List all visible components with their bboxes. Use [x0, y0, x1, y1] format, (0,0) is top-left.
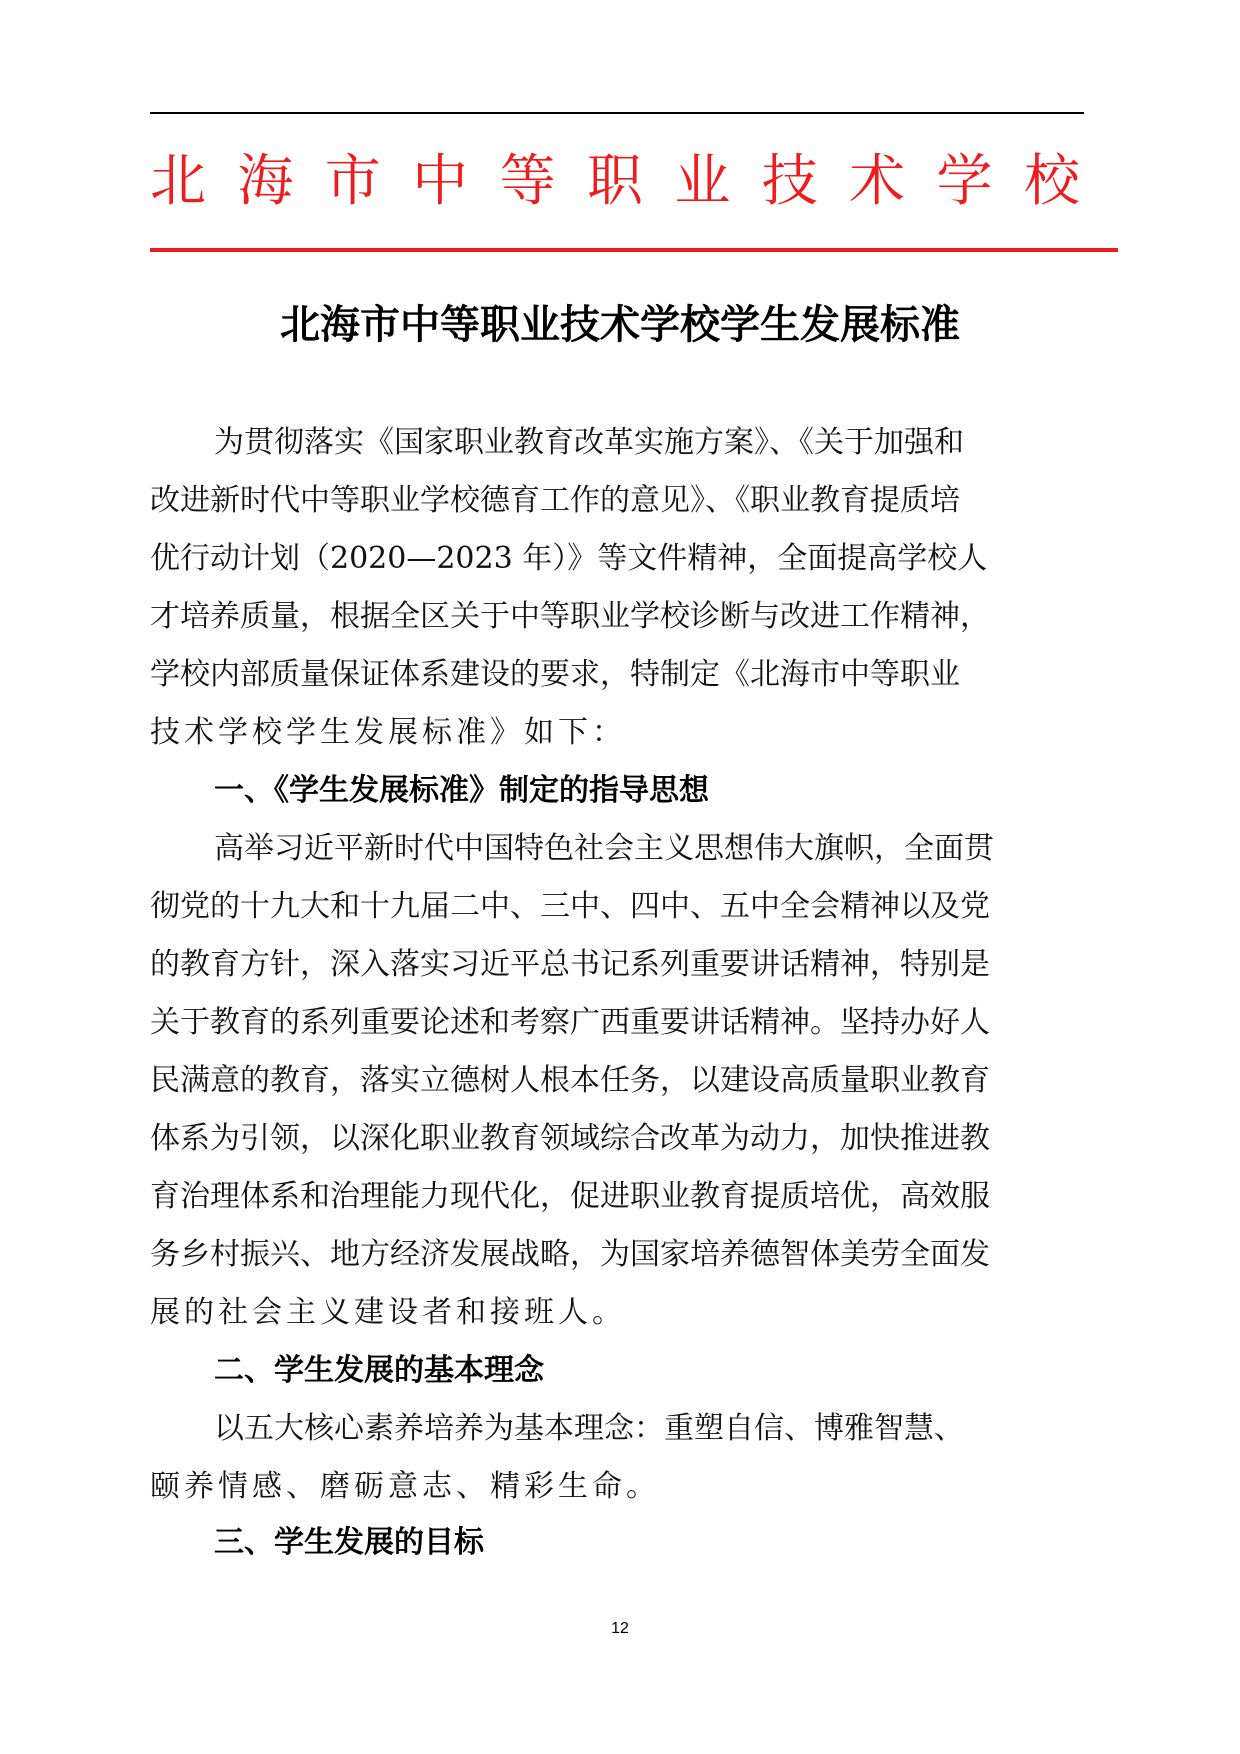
page-number: 12: [611, 1620, 629, 1637]
paragraph-line: 以五大核心素养培养为基本理念：重塑自信、博雅智慧、: [214, 1411, 964, 1446]
paragraph-line: 颐养情感、磨砺意志、精彩生命。: [150, 1469, 660, 1504]
paragraph-line: 高举习近平新时代中国特色社会主义思想伟大旗帜，全面贯: [214, 831, 994, 866]
section-2-heading: 二、学生发展的基本理念: [214, 1353, 544, 1388]
letterhead-top-rule: [150, 112, 1084, 114]
paragraph-line: 展的社会主义建设者和接班人。: [150, 1295, 626, 1330]
section-1-heading: 一、《学生发展标准》制定的指导思想: [214, 773, 709, 808]
section-1-paragraph: [150, 820, 1084, 1342]
paragraph-line: 务乡村振兴、地方经济发展战略，为国家培养德智体美劳全面发: [150, 1237, 990, 1272]
paragraph-line: 技术学校学生发展标准》如下：: [150, 715, 626, 750]
document-title: 北海市中等职业技术学校学生发展标准: [280, 302, 960, 348]
letterhead-char: 学: [936, 149, 993, 214]
letterhead-char: 市: [324, 149, 381, 214]
paragraph-line: 改进新时代中等职业学校德育工作的意见》、《职业教育提质培: [150, 483, 960, 518]
letterhead-char: 北: [150, 149, 206, 214]
letterhead-char: 术: [849, 149, 906, 214]
paragraph-line: 的教育方针，深入落实习近平总书记系列重要讲话精神，特别是: [150, 947, 990, 982]
intro-paragraph: [150, 414, 1084, 762]
paragraph-line: 才培养质量，根据全区关于中等职业学校诊断与改进工作精神，: [150, 599, 990, 634]
letterhead-char: 等: [499, 149, 556, 214]
letterhead-school-name: [150, 137, 1080, 227]
letterhead-char: 中: [412, 149, 469, 214]
letterhead-char: 业: [674, 149, 731, 214]
paragraph-line: 体系为引领，以深化职业教育领域综合改革为动力，加快推进教: [150, 1121, 990, 1156]
section-2-paragraph: [150, 1400, 1084, 1516]
paragraph-line: 学校内部质量保证体系建设的要求，特制定《北海市中等职业: [150, 657, 960, 692]
letterhead-char: 职: [586, 149, 643, 214]
letterhead-char: 校: [1023, 149, 1080, 214]
paragraph-line: 彻党的十九大和十九届二中、三中、四中、五中全会精神以及党: [150, 889, 990, 924]
paragraph-line: 育治理体系和治理能力现代化，促进职业教育提质培优，高效服: [150, 1179, 990, 1214]
paragraph-line: 为贯彻落实《国家职业教育改革实施方案》、《关于加强和: [214, 425, 964, 460]
letterhead-char: 海: [237, 149, 294, 214]
letterhead-red-rule: [150, 248, 1118, 252]
paragraph-line: 民满意的教育，落实立德树人根本任务，以建设高质量职业教育: [150, 1063, 990, 1098]
section-3-heading: 三、学生发展的目标: [214, 1525, 484, 1560]
paragraph-line: 关于教育的系列重要论述和考察广西重要讲话精神。坚持办好人: [150, 1005, 990, 1040]
letterhead-char: 技: [761, 149, 818, 214]
paragraph-line: 优行动计划（2020—2023 年）》等文件精神，全面提高学校人: [150, 541, 988, 576]
